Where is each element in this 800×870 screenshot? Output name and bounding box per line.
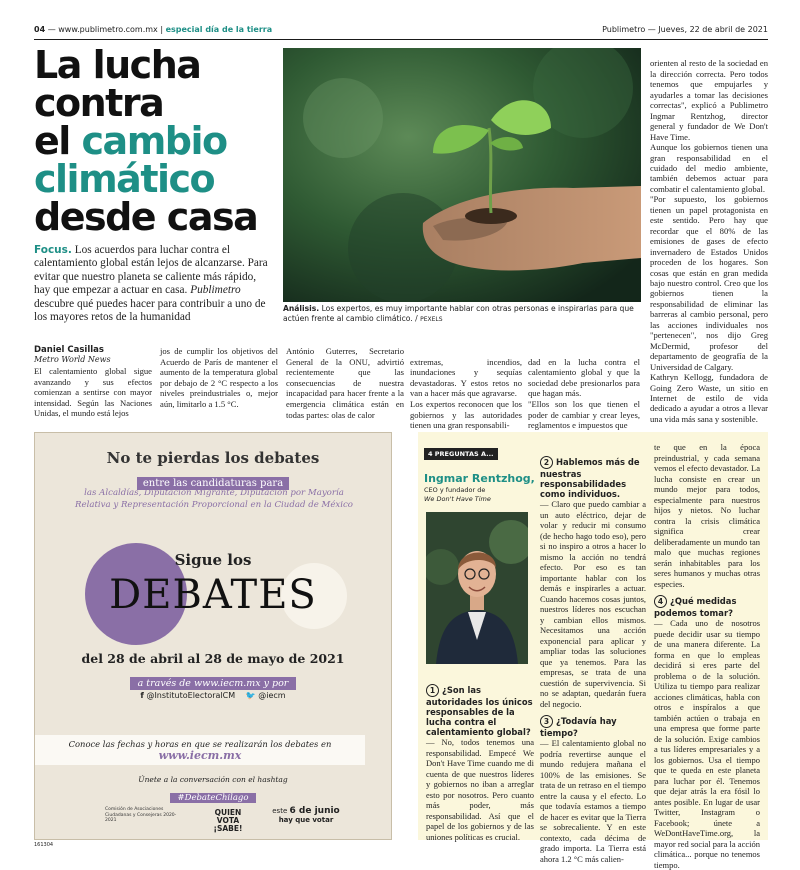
answer-4: — Cada uno de nosotros puede decidir usar su tiempo de una manera diferente. La forma en que lo empleas decidirá si eres parte del problema o de la solución. Utiliza tu tiempo para realizar acciones climáticas, habla con otros e inspíralos a que también actúen o trabaja en una empresa que forme parte de la solución. Exige cambios a tus líderes empresariales y a los gobiernos. Usa el tiempo que te queda en este planeta para luchar por él. Tenemos que dejar atrás la era fósil lo antes posible. En lugar de usar Twitter, Instagram o Facebook; únete a WeDontHaveTime.org, la mayor red social para la acción climática... porque no tenemos tiempo. <box>654 618 760 870</box>
interview-box <box>418 432 768 870</box>
twitter-handle[interactable]: @iecm <box>258 691 286 700</box>
question-number: 3 <box>540 715 553 728</box>
site-url[interactable]: www.publimetro.com.mx <box>58 25 158 34</box>
answer-1: — No, todos tenemos una responsabilidad. Empecé We Don't Have Time cuando me di cuenta de que nuestros líderes y gobiernos no iban a arreglar esto por nosotros. Pero cuanto más poder, más responsabilidad. Así que el papel de los gobiernos y de las uniones políticas es crucial. <box>426 737 534 842</box>
ad-title: No te pierdas los debates <box>106 449 320 467</box>
question-text: ¿Qué medidas podemos tomar? <box>654 596 737 618</box>
lead-publication: Publimetro <box>190 284 241 297</box>
interviewee-portrait <box>426 512 528 664</box>
twitter-icon[interactable]: 🐦 <box>245 691 256 700</box>
body-paragraph: dad en la lucha contra el calentamiento global y que la sociedad debe presionarlos para que hagan más. "Ellos son los que tienen el poder de cambiar y crear leyes, reglamentos e impuestos que <box>528 356 640 431</box>
interview-column-b <box>540 456 646 864</box>
question-2 <box>540 456 646 499</box>
role-line: We Don't Have Time <box>424 494 491 503</box>
answer-2: — Claro que puedo cambiar a un auto eléctrico, dejar de volar y reducir mi consumo (de hecho hago todo eso), pero si no inspiro a otros a hacer lo mismo la acción no tendrá efecto. Por eso es tan importante hablar con los demás e inspirarles a actuar. Cuando hacemos cosas juntos, nuestros líderes nos escuchan y cambian ellos mismos. Necesitamos una acción exponencial para aplicar y ampliar todas las soluciones que ya tenemos. Para las empresas, se trata de una cuestión de supervivencia. Si no se adaptan, quedarán fuera del negocio. <box>540 499 646 709</box>
headline-highlight: cambio <box>81 119 227 163</box>
lead-text: Los acuerdos para luchar contra el calentamiento global están lejos de alcanzarse. Para evitar que nuestro planeta se caliente más rápido, hay que empezar a actuar en casa. <box>34 244 268 297</box>
body-column-right <box>650 48 768 435</box>
issue-date: Publimetro — Jueves, 22 de abril de 2021 <box>602 25 768 34</box>
body-column-1 <box>34 366 152 419</box>
author-outlet: Metro World News <box>34 355 111 364</box>
question-1 <box>426 684 534 737</box>
question-text: Hablemos más de nuestras responsabilidades como individuos. <box>540 457 640 499</box>
interviewee-role <box>424 486 491 503</box>
quien-vota-logo: QUIEN VOTA ¡SABE! <box>213 808 243 833</box>
body-paragraph: extremas, incendios, inundaciones y sequías devastadoras. Y estos retos no van a hacer más que agravarse. Los expertos reconocen que los gobiernos y las autoridades tienen una gran responsabili- <box>410 356 522 431</box>
separator: | <box>160 25 166 34</box>
seedling-image <box>283 48 641 302</box>
headline-line <box>34 119 284 163</box>
lead-tag: Focus. <box>34 244 72 256</box>
photo-credit: PEXELS <box>420 316 443 323</box>
ad-dates: del 28 de abril al 28 de mayo de 2021 <box>81 651 345 666</box>
ad-subtitle-text: entre las candidaturas para <box>137 477 289 490</box>
facebook-handle[interactable]: @InstitutoElectoralCM <box>146 691 236 700</box>
author-name: Daniel Casillas <box>34 345 104 355</box>
lead-text: descubre qué puedes hacer para contribuir a uno de los mayores retos de la humanidad <box>34 297 266 324</box>
ad-url[interactable]: www.iecm.mx <box>158 749 242 762</box>
ad-hashtag-text[interactable]: #DebateChilago <box>170 793 257 803</box>
ad-unete: Únete a la conversación con el hashtag <box>138 775 288 784</box>
body-column-2 <box>160 346 278 410</box>
iecm-logo <box>105 807 185 824</box>
body-paragraph: orienten al resto de la sociedad en la dirección correcta. Pero todos tenemos que empujarles y ayudarles a tomar las decisiones correctas", explicó a Publimetro Ingmar Rentzhog, director general y fundador de We Don't Have Time. Aunque los gobiernos tienen una gran responsabilidad en el cuidado del medio ambiente, también debemos actuar para combatir el calentamiento global. "Por supuesto, los gobiernos tienen un papel protagonista en este sentido. Pero hay que recordar que el 80% de las emisiones de gases de efecto invernadero de Estados Unidos proceden de los hogares. Son cosas que están en gran medida bajo nuestro control. Creo que los gobiernos tienen la responsabilidad de eliminar las barreras al cambio personal, pero las acciones individuales nos "pertenecen", nos dijo Greg McDermid, profesor del departamento de geografía de la Universidad de Calgary. Kathryn Kellogg, fundadora de Going Zero Waste, un sitio en Internet de estilo de vida dedicado a ayudar a otros a llevar una vida más sana y sostenible. <box>650 58 768 424</box>
headline <box>34 43 284 239</box>
question-3 <box>540 715 646 738</box>
body-column-4 <box>410 346 522 441</box>
section-label: especial día de la tierra <box>165 25 273 34</box>
role-line: CEO y fundador de <box>424 486 486 494</box>
page-number: 04 <box>34 25 46 34</box>
photo-caption <box>283 304 641 325</box>
interview-badge: 4 PREGUNTAS A... <box>424 448 498 460</box>
ad-offices: las Alcaldías, Diputación Migrante, Diputación por Mayoría Relativa y Representación Proporcional en la Ciudad de México <box>75 488 353 510</box>
vote-date <box>271 807 341 825</box>
portrait-image <box>426 512 528 664</box>
ad-via-text[interactable]: a través de www.iecm.mx y por <box>130 677 297 690</box>
headline-line: La lucha <box>34 43 201 87</box>
ad-conoce: Conoce las fechas y horas en que se realizarán los debates en <box>68 739 332 749</box>
headline-part: el <box>34 119 82 163</box>
question-number: 4 <box>654 595 667 608</box>
logo-text: Comisión de Asociaciones Ciudadanas y Consejeras 2020-2021 <box>105 807 177 823</box>
ad-via <box>35 671 391 690</box>
caption-text: Los expertos, es muy importante hablar con otras personas e inspirarlas para que actúen frente al cambio climático. / <box>283 304 634 323</box>
interview-column-c <box>654 442 760 870</box>
ad-debates: DEBATES <box>109 572 317 618</box>
caption-label: Análisis. <box>283 304 320 313</box>
debates-ad[interactable] <box>34 432 392 840</box>
separator: — <box>47 25 59 34</box>
body-paragraph: El calentamiento global sigue avanzando y sus efectos comienzan a sentirse con mayor intensidad. Según las Naciones Unidas, el mundo está lejos <box>34 366 152 419</box>
vote-post: hay que votar <box>278 816 334 824</box>
ad-hashtag <box>35 785 391 804</box>
body-column-5 <box>528 346 640 441</box>
ad-code: 161304 <box>34 842 54 848</box>
ad-sigue: Sigue los <box>174 551 252 569</box>
body-paragraph: António Guterres, Secretario General de la ONU, advirtió recientemente que las consecuencias de nuestra incapacidad para hacer frente a la emergencia climática están en todas partes: olas de calor <box>286 346 404 420</box>
question-text: ¿Son las autoridades los únicos responsables de la lucha contra el calentamiento global? <box>426 685 533 737</box>
headline-line: desde casa <box>34 195 258 239</box>
body-column-3 <box>286 346 404 420</box>
facebook-icon[interactable]: f <box>140 691 144 700</box>
question-text: ¿Todavía hay tiempo? <box>540 716 617 738</box>
question-number: 2 <box>540 456 553 469</box>
lead-paragraph <box>34 244 274 324</box>
question-4 <box>654 595 760 618</box>
interviewee-name: Ingmar Rentzhog, <box>424 472 535 485</box>
byline <box>34 345 154 365</box>
headline-line: contra <box>34 81 164 125</box>
vote-day: 6 de junio <box>289 806 340 816</box>
question-number: 1 <box>426 684 439 697</box>
body-paragraph: jos de cumplir los objetivos del Acuerdo de París de mantener el aumento de la temperatura global por debajo de 2 °C respecto a los niveles preindustriales o, mejor aún, limitarlo a 1.5 °C. <box>160 346 278 409</box>
headline-highlight: climático <box>34 157 215 201</box>
answer-3: — El calentamiento global no podría revertirse aunque el mundo redujera mañana el 100% de las emisiones. Se trata de un retraso en el tiempo entre la causa y el efecto. Lo que todavía estamos a tiempo de hacer es evitar que la Tierra se sobrecaliente. Y en este contexto, cada décima de grado importa. La Tierra está ahora 1.2 °C más calien- <box>540 738 646 864</box>
ad-social <box>35 691 391 700</box>
interview-column-a <box>426 684 534 842</box>
top-bar <box>34 25 768 40</box>
seedling-photo <box>283 48 641 302</box>
vote-pre: este <box>272 807 288 815</box>
answer-3-continued: te que en la época preindustrial, y cada semana vemos el efecto devastador. La lucha consiste en crear un mundo mejor para todos, especialmente para nuestros hijos y nietos. No luchar contra la crisis climática significa crear deliberadamente un mundo tan malo que muchas regiones serán inhabitables para los seres humanos y muchas otras especies. <box>654 442 760 589</box>
